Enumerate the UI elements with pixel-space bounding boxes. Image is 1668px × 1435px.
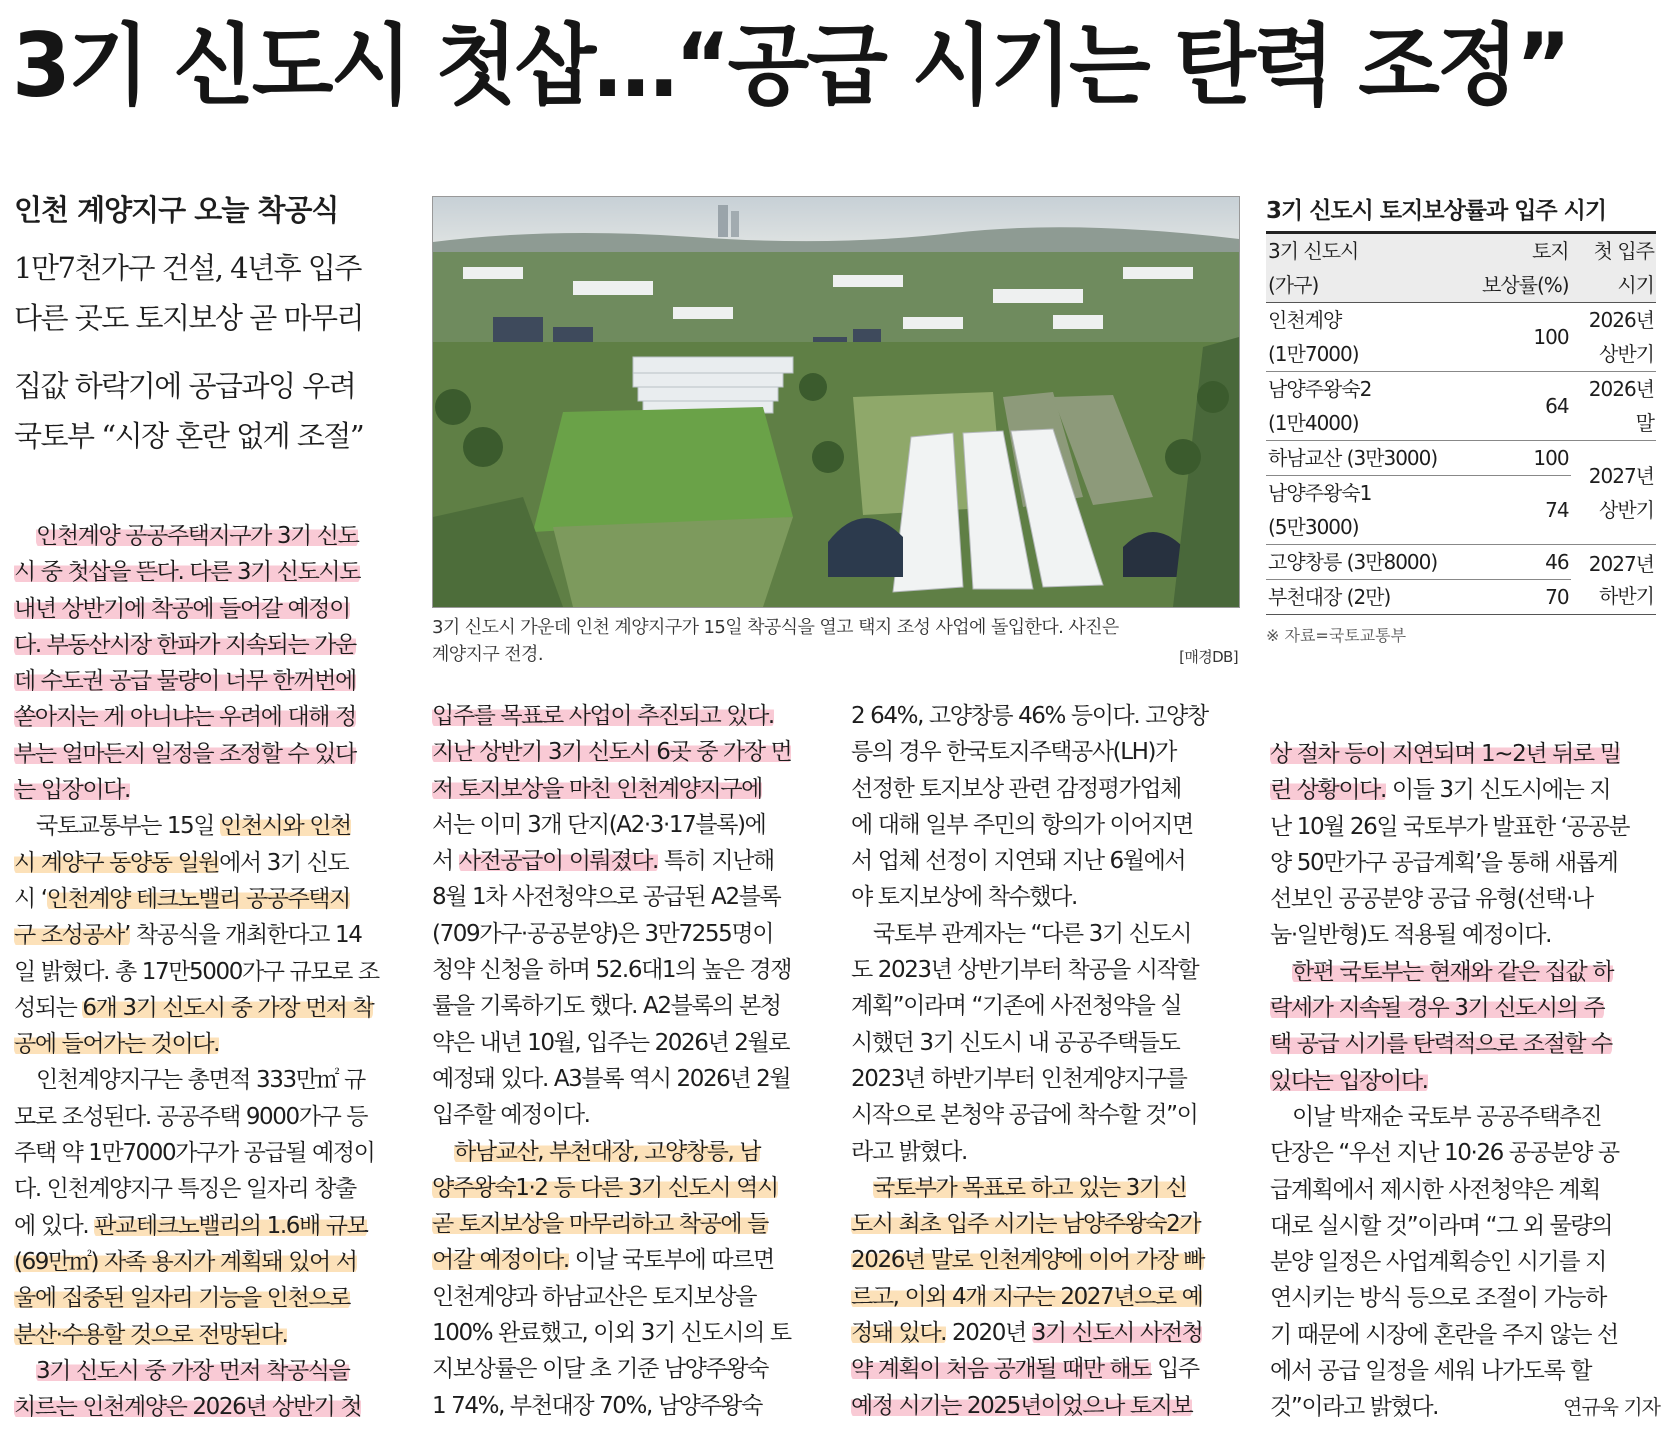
article-text: 예정돼 있다. A3블록 역시 2026년 2월 <box>432 1065 791 1092</box>
article-column-3 <box>851 698 1241 1424</box>
article-text: 눔·일반형)도 적용될 예정이다. <box>1270 922 1552 949</box>
highlighted-text: 분산·수용할 것으로 전망된다. <box>14 1321 288 1348</box>
article-text: 연시키는 방식 등으로 조절이 가능하 <box>1270 1285 1606 1312</box>
row-rate: 100 <box>1480 441 1571 476</box>
row-units: (5만3000) <box>1266 510 1480 545</box>
article-text: 것”이라고 밝혔다. <box>1270 1394 1439 1421</box>
article-text: 서 <box>432 848 459 875</box>
article-line <box>14 954 404 990</box>
photo-credit: [매경DB] <box>1179 648 1238 666</box>
article-line <box>432 1097 822 1133</box>
highlighted-text: 인천시와 인천 <box>220 813 351 840</box>
highlighted-text: 3기 신도시 중 가장 먼저 착공식을 <box>36 1357 350 1384</box>
article-line <box>851 1025 1241 1061</box>
header-city-sub: (가구) <box>1266 268 1480 303</box>
article-line <box>432 988 822 1024</box>
article-text: 일 밝혔다. 총 17만5000가구 규모로 조 <box>14 958 379 985</box>
highlighted-text: 어갈 예정이다. <box>432 1247 569 1274</box>
article-line <box>432 1025 822 1061</box>
article-line <box>1270 809 1660 845</box>
article-line <box>432 807 822 843</box>
article-text: (709가구·공공분양)은 3만7255명이 <box>432 920 774 947</box>
article-text: 입주 <box>1151 1356 1199 1383</box>
article-line <box>14 808 404 844</box>
article-text: 다. 인천계양지구 특징은 일자리 창출 <box>14 1176 356 1203</box>
article-line <box>851 879 1241 915</box>
article-line <box>1270 1280 1660 1316</box>
article-line <box>1270 1135 1660 1171</box>
article-text: 8월 1차 사전청약으로 공급된 A2블록 <box>432 884 781 911</box>
article-text: 계획”이라며 “기존에 사전청약을 실 <box>851 993 1182 1020</box>
article-text: 릉의 경우 한국토지주택공사(LH)가 <box>851 739 1176 766</box>
data-table <box>1266 234 1656 615</box>
highlighted-text: 다. 부동산시장 한파가 지속되는 가운 <box>14 631 356 658</box>
article-line <box>432 698 822 734</box>
aerial-photo-illustration <box>433 197 1239 607</box>
highlighted-text: 저 토지보상을 마친 인천계양지구에 <box>432 775 763 802</box>
subhead-line: 국토부 “시장 혼란 없게 조절” <box>14 419 364 453</box>
article-line <box>14 1062 404 1098</box>
article-text: 기 때문에 시장에 혼란을 주지 않는 선 <box>1270 1321 1618 1348</box>
table-row <box>1266 337 1656 372</box>
row-name: 부천대장 (2만) <box>1266 580 1480 615</box>
article-line <box>432 1388 822 1424</box>
highlighted-text: 2026년 말로 인천계양에 이어 가장 빠 <box>851 1247 1205 1274</box>
article-text: 분양 일정은 사업계획승인 시기를 지 <box>1270 1249 1606 1276</box>
article-line <box>851 1061 1241 1097</box>
article-line <box>14 1099 404 1135</box>
article-text: 시 ‘ <box>14 885 47 912</box>
article-text: 이들 3기 신도시에는 지 <box>1385 777 1611 804</box>
article-line <box>14 1244 404 1280</box>
article-text: 입주할 예정이다. <box>432 1102 590 1129</box>
article-text: 청약 신청을 하며 52.6대1의 높은 경쟁 <box>432 957 792 984</box>
highlighted-text: 예정 시기는 2025년이었으나 토지보 <box>851 1392 1193 1419</box>
article-line <box>14 1171 404 1207</box>
article-line <box>14 990 404 1026</box>
row-movein: 2027년 <box>1588 463 1654 488</box>
headline: 3기 신도시 첫삽…“공급 시기는 탄력 조정” <box>12 14 1569 117</box>
row-rate: 100 <box>1480 303 1571 372</box>
article-line <box>1270 1389 1660 1425</box>
row-units: (1만7000) <box>1266 337 1480 372</box>
article-line <box>1270 917 1660 953</box>
table-row <box>1266 545 1656 580</box>
article-line <box>432 1242 822 1278</box>
article-text: 이날 박재순 국토부 공공주택추진 <box>1292 1103 1602 1130</box>
article-line <box>14 1026 404 1062</box>
article-line <box>851 1134 1241 1170</box>
subhead-line: 다른 곳도 토지보상 곧 마무리 <box>14 301 364 335</box>
article-text: 시작으로 본청약 공급에 착수할 것”이 <box>851 1102 1198 1129</box>
article-text: 2020년 <box>946 1320 1032 1347</box>
article-text: 도 2023년 상반기부터 착공을 시작할 <box>851 957 1199 984</box>
highlighted-text: 지난 상반기 3기 신도시 6곳 중 가장 먼 <box>432 739 792 766</box>
row-movein-group <box>1571 441 1656 545</box>
subhead-line: 1만7천가구 건설, 4년후 입주 <box>14 251 361 285</box>
article-text: 서는 이미 3개 단지(A2·3·17블록)에 <box>432 811 766 838</box>
row-name: 인천계양 <box>1268 308 1342 332</box>
article-line <box>851 988 1241 1024</box>
row-movein: 2026년 <box>1588 377 1654 401</box>
article-line <box>1270 954 1660 990</box>
highlighted-text: 한편 국토부는 현재와 같은 집값 하 <box>1292 958 1614 985</box>
article-line <box>432 952 822 988</box>
highlighted-text: 있다는 입장이다. <box>1270 1067 1428 1094</box>
highlighted-text: 3기 신도시 사전청 <box>1031 1320 1203 1347</box>
article-line <box>1270 1063 1660 1099</box>
article-line <box>14 736 404 772</box>
article-text: 률을 기록하기도 했다. A2블록의 본청 <box>432 993 781 1020</box>
row-rate: 46 <box>1480 545 1571 580</box>
highlighted-text: 인천계양 테크노밸리 공공주택지 <box>46 885 350 912</box>
data-table-box <box>1266 192 1656 646</box>
table-title: 3기 신도시 토지보상률과 입주 시기 <box>1266 192 1656 234</box>
highlighted-text: 곧 토지보상을 마무리하고 착공에 들 <box>432 1211 768 1238</box>
highlighted-text: 시 계양구 동양동 일원 <box>14 849 220 876</box>
article-text: 난 10월 26일 국토부가 발표한 ‘공공분 <box>1270 813 1630 840</box>
article-column-2 <box>432 698 822 1424</box>
row-movein: 하반기 <box>1599 583 1654 608</box>
highlighted-text: 쏟아지는 게 아니냐는 우려에 대해 정 <box>14 704 356 731</box>
article-line <box>432 916 822 952</box>
highlighted-text: (69만㎡) 자족 용지가 계획돼 있어 서 <box>14 1248 357 1275</box>
article-text: 선보인 공공분양 공급 유형(선택·나 <box>1270 886 1593 913</box>
article-text: 에서 3기 신도 <box>219 849 349 876</box>
article-line <box>432 771 822 807</box>
article-text: 2 64%, 고양창릉 46% 등이다. 고양창 <box>851 703 1208 729</box>
article-column-1 <box>14 518 404 1425</box>
article-line <box>432 734 822 770</box>
highlighted-text: 정돼 있다. <box>851 1320 947 1347</box>
highlighted-text: 사전공급이 이뤄졌다. <box>458 848 658 875</box>
article-line <box>14 627 404 663</box>
aerial-photo <box>432 196 1240 608</box>
article-line <box>432 1206 822 1242</box>
article-text: 주택 약 1만7000가구가 공급될 예정이 <box>14 1140 375 1167</box>
header-city: 3기 신도시 <box>1266 234 1480 268</box>
article-text: 라고 밝혔다. <box>851 1138 967 1165</box>
article-line <box>14 699 404 735</box>
article-line <box>14 772 404 808</box>
highlighted-text: 공에 들어가는 것이다. <box>14 1031 220 1058</box>
header-rate: 토지 <box>1480 234 1571 268</box>
article-line <box>14 917 404 953</box>
article-line <box>851 1170 1241 1206</box>
row-movein: 2027년 <box>1588 551 1654 576</box>
article-line <box>14 845 404 881</box>
highlighted-text: 판교테크노밸리의 1.6배 규모 <box>94 1212 368 1239</box>
highlighted-text: 인천계양 공공주택지구가 3기 신도 <box>36 523 359 549</box>
article-text: 에서 공급 일정을 세워 나가도록 할 <box>1270 1358 1592 1385</box>
row-movein-group <box>1571 545 1656 615</box>
highlighted-text: 양주왕숙1·2 등 다른 3기 신도시 역시 <box>432 1174 778 1201</box>
subheads <box>14 188 394 461</box>
caption-line: 계양지구 전경. <box>432 644 543 665</box>
subhead-main: 인천 계양지구 오늘 착공식 <box>14 193 339 227</box>
article-line <box>432 879 822 915</box>
article-line <box>1270 736 1660 772</box>
article-line <box>851 952 1241 988</box>
subhead-line: 집값 하락기에 공급과잉 우려 <box>14 369 356 403</box>
highlighted-text: 도시 최초 입주 시기는 남양주왕숙2가 <box>851 1211 1201 1238</box>
row-rate: 74 <box>1480 476 1571 545</box>
article-line <box>432 1134 822 1170</box>
row-name: 하남교산 (3만3000) <box>1266 441 1480 476</box>
highlighted-text: 르고, 이외 4개 지구는 2027년으로 예 <box>851 1283 1203 1310</box>
highlighted-text: 치르는 인천계양은 2026년 상반기 첫 <box>14 1394 362 1421</box>
article-line <box>851 1351 1241 1387</box>
caption-line: 3기 신도시 가운데 인천 계양지구가 15일 착공식을 열고 택지 조성 사업에 돌입한다. 사진은 <box>432 617 1119 638</box>
table-row <box>1266 406 1656 441</box>
article-line <box>851 1279 1241 1315</box>
article-line <box>851 916 1241 952</box>
photo-caption <box>432 614 1238 668</box>
article-text: 시했던 3기 신도시 내 공공주택들도 <box>851 1029 1180 1056</box>
byline: 연규욱 기자 <box>1563 1395 1660 1420</box>
highlighted-text: 입주를 목표로 사업이 추진되고 있다. <box>432 703 774 729</box>
article-text: 급계획에서 제시한 사전청약은 계획 <box>1270 1176 1601 1203</box>
row-movein: 2026년 <box>1588 308 1654 332</box>
article-line <box>851 1097 1241 1133</box>
row-movein: 상반기 <box>1599 497 1654 522</box>
article-text: 인천계양과 하남교산은 토지보상을 <box>432 1283 757 1310</box>
highlighted-text: 시 중 첫삽을 뜬다. 다른 3기 신도시도 <box>14 559 361 586</box>
row-name: 고양창릉 (3만8000) <box>1266 545 1480 580</box>
article-line <box>14 554 404 590</box>
article-line <box>1270 881 1660 917</box>
article-line <box>14 591 404 627</box>
article-text: 국토교통부는 15일 <box>36 813 221 840</box>
row-units: (1만4000) <box>1266 406 1480 441</box>
header-rate-sub: 보상률(%) <box>1480 268 1571 303</box>
article-line <box>1270 990 1660 1026</box>
header-movein-sub: 시기 <box>1571 268 1656 303</box>
highlighted-text: 하남교산, 부천대장, 고양창릉, 남 <box>454 1138 761 1165</box>
article-text: 지보상률은 이달 초 기준 남양주왕숙 <box>432 1356 768 1383</box>
article-line <box>432 843 822 879</box>
row-movein: 말 <box>1571 406 1656 441</box>
article-text: 서 업체 선정이 지연돼 지난 6월에서 <box>851 848 1186 875</box>
article-text: 양 50만가구 공급계획’을 통해 새롭게 <box>1270 849 1618 876</box>
highlighted-text: 국토부가 목표로 하고 있는 3기 신 <box>873 1174 1187 1201</box>
article-line <box>1270 845 1660 881</box>
article-line <box>1270 1244 1660 1280</box>
article-text: 약은 내년 10월, 입주는 2026년 2월로 <box>432 1029 790 1056</box>
article-text: 착공식을 개최한다고 14 <box>129 922 362 949</box>
highlighted-text: 택 공급 시기를 탄력적으로 조절할 수 <box>1270 1031 1612 1058</box>
article-line <box>14 663 404 699</box>
row-rate: 64 <box>1480 372 1571 441</box>
article-line <box>851 1388 1241 1424</box>
table-row <box>1266 303 1656 338</box>
article-line <box>851 807 1241 843</box>
article-line <box>1270 1172 1660 1208</box>
article-text: 에 대해 일부 주민의 항의가 이어지면 <box>851 811 1193 838</box>
article-line <box>14 518 404 554</box>
article-text: 2023년 하반기부터 인천계양지구를 <box>851 1065 1187 1092</box>
article-line <box>432 1061 822 1097</box>
article-text: 단장은 “우선 지난 10·26 공공분양 공 <box>1270 1140 1619 1167</box>
article-line <box>851 1315 1241 1351</box>
article-column-4 <box>1270 736 1660 1426</box>
article-line <box>1270 772 1660 808</box>
article-text: 성되는 <box>14 994 83 1021</box>
highlighted-text: 데 수도권 공급 물량이 너무 한꺼번에 <box>14 668 356 695</box>
article-line <box>14 1135 404 1171</box>
highlighted-text: 약 계획이 처음 공개될 때만 해도 <box>851 1356 1152 1383</box>
article-line <box>432 1279 822 1315</box>
article-line <box>851 771 1241 807</box>
table-row <box>1266 372 1656 407</box>
row-name: 남양주왕숙1 <box>1268 481 1372 505</box>
row-movein: 상반기 <box>1571 337 1656 372</box>
article-line <box>1270 1026 1660 1062</box>
article-line <box>851 843 1241 879</box>
highlighted-text: 는 입장이다. <box>14 777 130 804</box>
article-line <box>851 1242 1241 1278</box>
article-text: 100% 완료했고, 이외 3기 신도시의 토 <box>432 1320 791 1347</box>
article-text: 이날 국토부에 따르면 <box>568 1247 774 1274</box>
article-line <box>14 881 404 917</box>
article-line <box>1270 1353 1660 1389</box>
article-line <box>851 734 1241 770</box>
article-text: 인천계양지구는 총면적 333만㎡ 규 <box>36 1067 365 1094</box>
article-line <box>14 1317 404 1353</box>
article-text: 특히 지난해 <box>657 848 774 875</box>
highlighted-text: 6개 3기 신도시 중 가장 먼저 착 <box>82 994 374 1021</box>
table-row <box>1266 441 1656 476</box>
article-line <box>14 1389 404 1425</box>
row-name: 남양주왕숙2 <box>1268 377 1372 401</box>
article-line <box>432 1170 822 1206</box>
article-text: 에 있다. <box>14 1212 95 1239</box>
article-text: 대로 실시할 것”이라며 “그 외 물량의 <box>1270 1212 1613 1239</box>
article-line <box>1270 1099 1660 1135</box>
row-rate: 70 <box>1480 580 1571 615</box>
article-line <box>14 1353 404 1389</box>
article-text: 모로 조성된다. 공공주택 9000가구 등 <box>14 1103 368 1130</box>
article-text: 선정한 토지보상 관련 감정평가업체 <box>851 775 1182 802</box>
highlighted-text: 부는 얼마든지 일정을 조정할 수 있다 <box>14 740 356 767</box>
header-movein: 첫 입주 <box>1571 234 1656 268</box>
article-text: 국토부 관계자는 “다른 3기 신도시 <box>873 920 1192 947</box>
article-line <box>14 1208 404 1244</box>
article-line <box>1270 1317 1660 1353</box>
highlighted-text: 울에 집중된 일자리 기능을 인천으로 <box>14 1285 350 1312</box>
article-line <box>432 1315 822 1351</box>
article-line <box>14 1280 404 1316</box>
article-line <box>432 1351 822 1387</box>
article-line <box>851 1206 1241 1242</box>
article-line <box>1270 1208 1660 1244</box>
article-text: 1 74%, 부천대장 70%, 남양주왕숙 <box>432 1392 762 1419</box>
highlighted-text: 락세가 지속될 경우 3기 신도시의 주 <box>1270 995 1605 1022</box>
article-line <box>851 698 1241 734</box>
article-text: 야 토지보상에 착수했다. <box>851 884 1077 911</box>
highlighted-text: 구 조성공사’ <box>14 922 130 949</box>
highlighted-text: 린 상황이다. <box>1270 777 1386 804</box>
highlighted-text: 내년 상반기에 착공에 들어갈 예정이 <box>14 595 350 622</box>
table-source: ※ 자료=국토교통부 <box>1266 626 1407 645</box>
highlighted-text: 상 절차 등이 지연되며 1~2년 뒤로 밀 <box>1270 741 1621 767</box>
